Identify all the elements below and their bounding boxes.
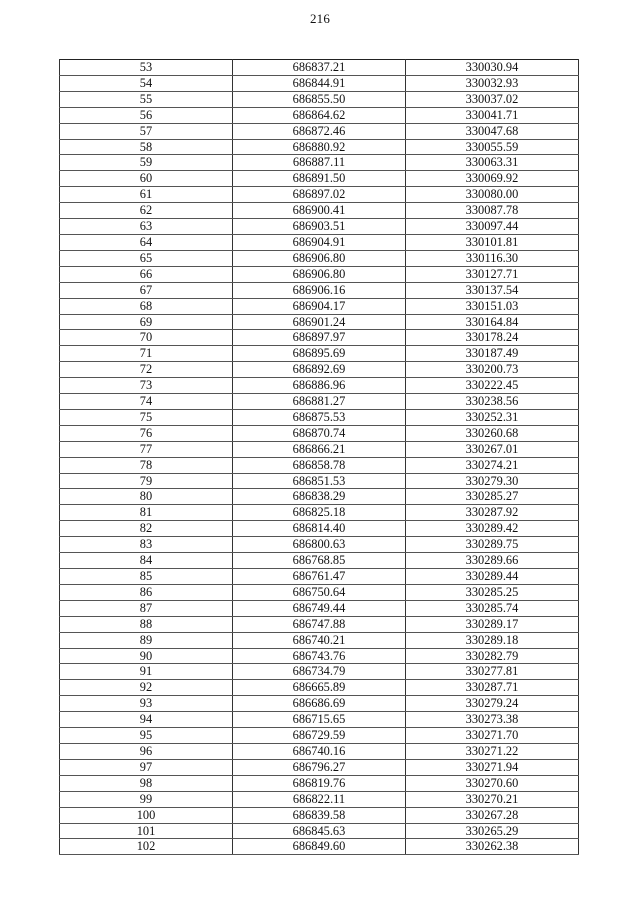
y-coordinate-cell: 330030.94 — [406, 60, 579, 76]
y-coordinate-cell: 330279.24 — [406, 696, 579, 712]
table-row — [60, 314, 579, 330]
point-number-cell: 61 — [60, 187, 233, 203]
x-coordinate-cell: 686855.50 — [233, 91, 406, 107]
table-row — [60, 123, 579, 139]
table-row — [60, 664, 579, 680]
table-row — [60, 553, 579, 569]
table-row — [60, 203, 579, 219]
table-row — [60, 441, 579, 457]
point-number-cell: 70 — [60, 330, 233, 346]
point-number-cell: 82 — [60, 521, 233, 537]
y-coordinate-cell: 330273.38 — [406, 712, 579, 728]
point-number-cell: 102 — [60, 839, 233, 855]
y-coordinate-cell: 330080.00 — [406, 187, 579, 203]
y-coordinate-cell: 330262.38 — [406, 839, 579, 855]
table-row — [60, 457, 579, 473]
x-coordinate-cell: 686870.74 — [233, 425, 406, 441]
y-coordinate-cell: 330287.92 — [406, 505, 579, 521]
x-coordinate-cell: 686897.02 — [233, 187, 406, 203]
table-row — [60, 155, 579, 171]
point-number-cell: 80 — [60, 489, 233, 505]
x-coordinate-cell: 686838.29 — [233, 489, 406, 505]
table-row — [60, 346, 579, 362]
point-number-cell: 88 — [60, 616, 233, 632]
x-coordinate-cell: 686819.76 — [233, 775, 406, 791]
table-row — [60, 743, 579, 759]
y-coordinate-cell: 330270.60 — [406, 775, 579, 791]
x-coordinate-cell: 686743.76 — [233, 648, 406, 664]
x-coordinate-cell: 686858.78 — [233, 457, 406, 473]
point-number-cell: 99 — [60, 791, 233, 807]
point-number-cell: 74 — [60, 394, 233, 410]
point-number-cell: 97 — [60, 759, 233, 775]
x-coordinate-cell: 686844.91 — [233, 75, 406, 91]
y-coordinate-cell: 330097.44 — [406, 219, 579, 235]
table-row — [60, 298, 579, 314]
point-number-cell: 60 — [60, 171, 233, 187]
y-coordinate-cell: 330267.01 — [406, 441, 579, 457]
point-number-cell: 65 — [60, 250, 233, 266]
table-row — [60, 139, 579, 155]
table-row — [60, 107, 579, 123]
y-coordinate-cell: 330252.31 — [406, 409, 579, 425]
table-row — [60, 171, 579, 187]
point-number-cell: 100 — [60, 807, 233, 823]
x-coordinate-cell: 686892.69 — [233, 362, 406, 378]
x-coordinate-cell: 686761.47 — [233, 569, 406, 585]
x-coordinate-cell: 686880.92 — [233, 139, 406, 155]
point-number-cell: 86 — [60, 584, 233, 600]
point-number-cell: 87 — [60, 600, 233, 616]
x-coordinate-cell: 686740.21 — [233, 632, 406, 648]
y-coordinate-cell: 330260.68 — [406, 425, 579, 441]
point-number-cell: 63 — [60, 219, 233, 235]
point-number-cell: 91 — [60, 664, 233, 680]
x-coordinate-cell: 686891.50 — [233, 171, 406, 187]
x-coordinate-cell: 686897.97 — [233, 330, 406, 346]
point-number-cell: 73 — [60, 378, 233, 394]
y-coordinate-cell: 330265.29 — [406, 823, 579, 839]
table-row — [60, 791, 579, 807]
x-coordinate-cell: 686906.80 — [233, 266, 406, 282]
x-coordinate-cell: 686851.53 — [233, 473, 406, 489]
x-coordinate-cell: 686887.11 — [233, 155, 406, 171]
point-number-cell: 81 — [60, 505, 233, 521]
table-row — [60, 728, 579, 744]
table-row — [60, 839, 579, 855]
x-coordinate-cell: 686796.27 — [233, 759, 406, 775]
y-coordinate-cell: 330137.54 — [406, 282, 579, 298]
x-coordinate-cell: 686822.11 — [233, 791, 406, 807]
table-row — [60, 537, 579, 553]
table-row — [60, 250, 579, 266]
point-number-cell: 57 — [60, 123, 233, 139]
table-row — [60, 378, 579, 394]
y-coordinate-cell: 330285.74 — [406, 600, 579, 616]
x-coordinate-cell: 686839.58 — [233, 807, 406, 823]
y-coordinate-cell: 330285.25 — [406, 584, 579, 600]
table-row — [60, 219, 579, 235]
table-row — [60, 521, 579, 537]
x-coordinate-cell: 686906.80 — [233, 250, 406, 266]
table-row — [60, 91, 579, 107]
point-number-cell: 101 — [60, 823, 233, 839]
x-coordinate-cell: 686837.21 — [233, 60, 406, 76]
table-row — [60, 425, 579, 441]
point-number-cell: 94 — [60, 712, 233, 728]
point-number-cell: 69 — [60, 314, 233, 330]
x-coordinate-cell: 686895.69 — [233, 346, 406, 362]
y-coordinate-cell: 330151.03 — [406, 298, 579, 314]
point-number-cell: 76 — [60, 425, 233, 441]
y-coordinate-cell: 330271.22 — [406, 743, 579, 759]
x-coordinate-cell: 686729.59 — [233, 728, 406, 744]
point-number-cell: 85 — [60, 569, 233, 585]
x-coordinate-cell: 686875.53 — [233, 409, 406, 425]
y-coordinate-cell: 330041.71 — [406, 107, 579, 123]
table-row — [60, 616, 579, 632]
table-row — [60, 680, 579, 696]
page-number: 216 — [309, 11, 331, 26]
x-coordinate-cell: 686665.89 — [233, 680, 406, 696]
y-coordinate-cell: 330101.81 — [406, 234, 579, 250]
y-coordinate-cell: 330267.28 — [406, 807, 579, 823]
point-number-cell: 66 — [60, 266, 233, 282]
table-row — [60, 394, 579, 410]
y-coordinate-cell: 330127.71 — [406, 266, 579, 282]
y-coordinate-cell: 330055.59 — [406, 139, 579, 155]
table-row — [60, 505, 579, 521]
y-coordinate-cell: 330274.21 — [406, 457, 579, 473]
table-row — [60, 712, 579, 728]
y-coordinate-cell: 330222.45 — [406, 378, 579, 394]
x-coordinate-cell: 686864.62 — [233, 107, 406, 123]
table-row — [60, 696, 579, 712]
table-row — [60, 409, 579, 425]
y-coordinate-cell: 330116.30 — [406, 250, 579, 266]
table-row — [60, 584, 579, 600]
y-coordinate-cell: 330289.44 — [406, 569, 579, 585]
point-number-cell: 79 — [60, 473, 233, 489]
y-coordinate-cell: 330238.56 — [406, 394, 579, 410]
y-coordinate-cell: 330087.78 — [406, 203, 579, 219]
x-coordinate-cell: 686901.24 — [233, 314, 406, 330]
x-coordinate-cell: 686747.88 — [233, 616, 406, 632]
x-coordinate-cell: 686849.60 — [233, 839, 406, 855]
y-coordinate-cell: 330271.70 — [406, 728, 579, 744]
x-coordinate-cell: 686904.91 — [233, 234, 406, 250]
y-coordinate-cell: 330279.30 — [406, 473, 579, 489]
y-coordinate-cell: 330200.73 — [406, 362, 579, 378]
y-coordinate-cell: 330047.68 — [406, 123, 579, 139]
y-coordinate-cell: 330282.79 — [406, 648, 579, 664]
y-coordinate-cell: 330164.84 — [406, 314, 579, 330]
table-row — [60, 648, 579, 664]
table-row — [60, 632, 579, 648]
point-number-cell: 90 — [60, 648, 233, 664]
point-number-cell: 98 — [60, 775, 233, 791]
x-coordinate-cell: 686740.16 — [233, 743, 406, 759]
point-number-cell: 68 — [60, 298, 233, 314]
x-coordinate-cell: 686886.96 — [233, 378, 406, 394]
point-number-cell: 78 — [60, 457, 233, 473]
x-coordinate-cell: 686750.64 — [233, 584, 406, 600]
y-coordinate-cell: 330271.94 — [406, 759, 579, 775]
table-row — [60, 362, 579, 378]
table-row — [60, 775, 579, 791]
point-number-cell: 96 — [60, 743, 233, 759]
x-coordinate-cell: 686749.44 — [233, 600, 406, 616]
y-coordinate-cell: 330289.18 — [406, 632, 579, 648]
table-row — [60, 473, 579, 489]
table-row — [60, 266, 579, 282]
point-number-cell: 92 — [60, 680, 233, 696]
y-coordinate-cell: 330178.24 — [406, 330, 579, 346]
point-number-cell: 64 — [60, 234, 233, 250]
x-coordinate-cell: 686872.46 — [233, 123, 406, 139]
table-row — [60, 489, 579, 505]
table-row — [60, 75, 579, 91]
point-number-cell: 55 — [60, 91, 233, 107]
x-coordinate-cell: 686768.85 — [233, 553, 406, 569]
y-coordinate-cell: 330277.81 — [406, 664, 579, 680]
point-number-cell: 56 — [60, 107, 233, 123]
x-coordinate-cell: 686800.63 — [233, 537, 406, 553]
point-number-cell: 72 — [60, 362, 233, 378]
point-number-cell: 54 — [60, 75, 233, 91]
x-coordinate-cell: 686715.65 — [233, 712, 406, 728]
table-row — [60, 60, 579, 76]
table-row — [60, 823, 579, 839]
point-number-cell: 71 — [60, 346, 233, 362]
table-row — [60, 569, 579, 585]
x-coordinate-cell: 686734.79 — [233, 664, 406, 680]
point-number-cell: 77 — [60, 441, 233, 457]
point-number-cell: 75 — [60, 409, 233, 425]
y-coordinate-cell: 330287.71 — [406, 680, 579, 696]
y-coordinate-cell: 330069.92 — [406, 171, 579, 187]
table-row — [60, 187, 579, 203]
coordinates-table — [59, 59, 579, 855]
x-coordinate-cell: 686904.17 — [233, 298, 406, 314]
point-number-cell: 59 — [60, 155, 233, 171]
coordinates-table-body — [60, 60, 579, 855]
x-coordinate-cell: 686881.27 — [233, 394, 406, 410]
x-coordinate-cell: 686686.69 — [233, 696, 406, 712]
y-coordinate-cell: 330037.02 — [406, 91, 579, 107]
y-coordinate-cell: 330187.49 — [406, 346, 579, 362]
y-coordinate-cell: 330032.93 — [406, 75, 579, 91]
x-coordinate-cell: 686825.18 — [233, 505, 406, 521]
y-coordinate-cell: 330289.17 — [406, 616, 579, 632]
table-row — [60, 759, 579, 775]
table-row — [60, 234, 579, 250]
point-number-cell: 58 — [60, 139, 233, 155]
table-row — [60, 600, 579, 616]
y-coordinate-cell: 330285.27 — [406, 489, 579, 505]
y-coordinate-cell: 330289.66 — [406, 553, 579, 569]
point-number-cell: 84 — [60, 553, 233, 569]
point-number-cell: 93 — [60, 696, 233, 712]
table-row — [60, 330, 579, 346]
x-coordinate-cell: 686906.16 — [233, 282, 406, 298]
x-coordinate-cell: 686845.63 — [233, 823, 406, 839]
x-coordinate-cell: 686903.51 — [233, 219, 406, 235]
y-coordinate-cell: 330063.31 — [406, 155, 579, 171]
table-row — [60, 282, 579, 298]
point-number-cell: 62 — [60, 203, 233, 219]
point-number-cell: 83 — [60, 537, 233, 553]
point-number-cell: 67 — [60, 282, 233, 298]
x-coordinate-cell: 686866.21 — [233, 441, 406, 457]
y-coordinate-cell: 330289.75 — [406, 537, 579, 553]
point-number-cell: 89 — [60, 632, 233, 648]
y-coordinate-cell: 330289.42 — [406, 521, 579, 537]
x-coordinate-cell: 686900.41 — [233, 203, 406, 219]
point-number-cell: 53 — [60, 60, 233, 76]
table-row — [60, 807, 579, 823]
point-number-cell: 95 — [60, 728, 233, 744]
y-coordinate-cell: 330270.21 — [406, 791, 579, 807]
x-coordinate-cell: 686814.40 — [233, 521, 406, 537]
